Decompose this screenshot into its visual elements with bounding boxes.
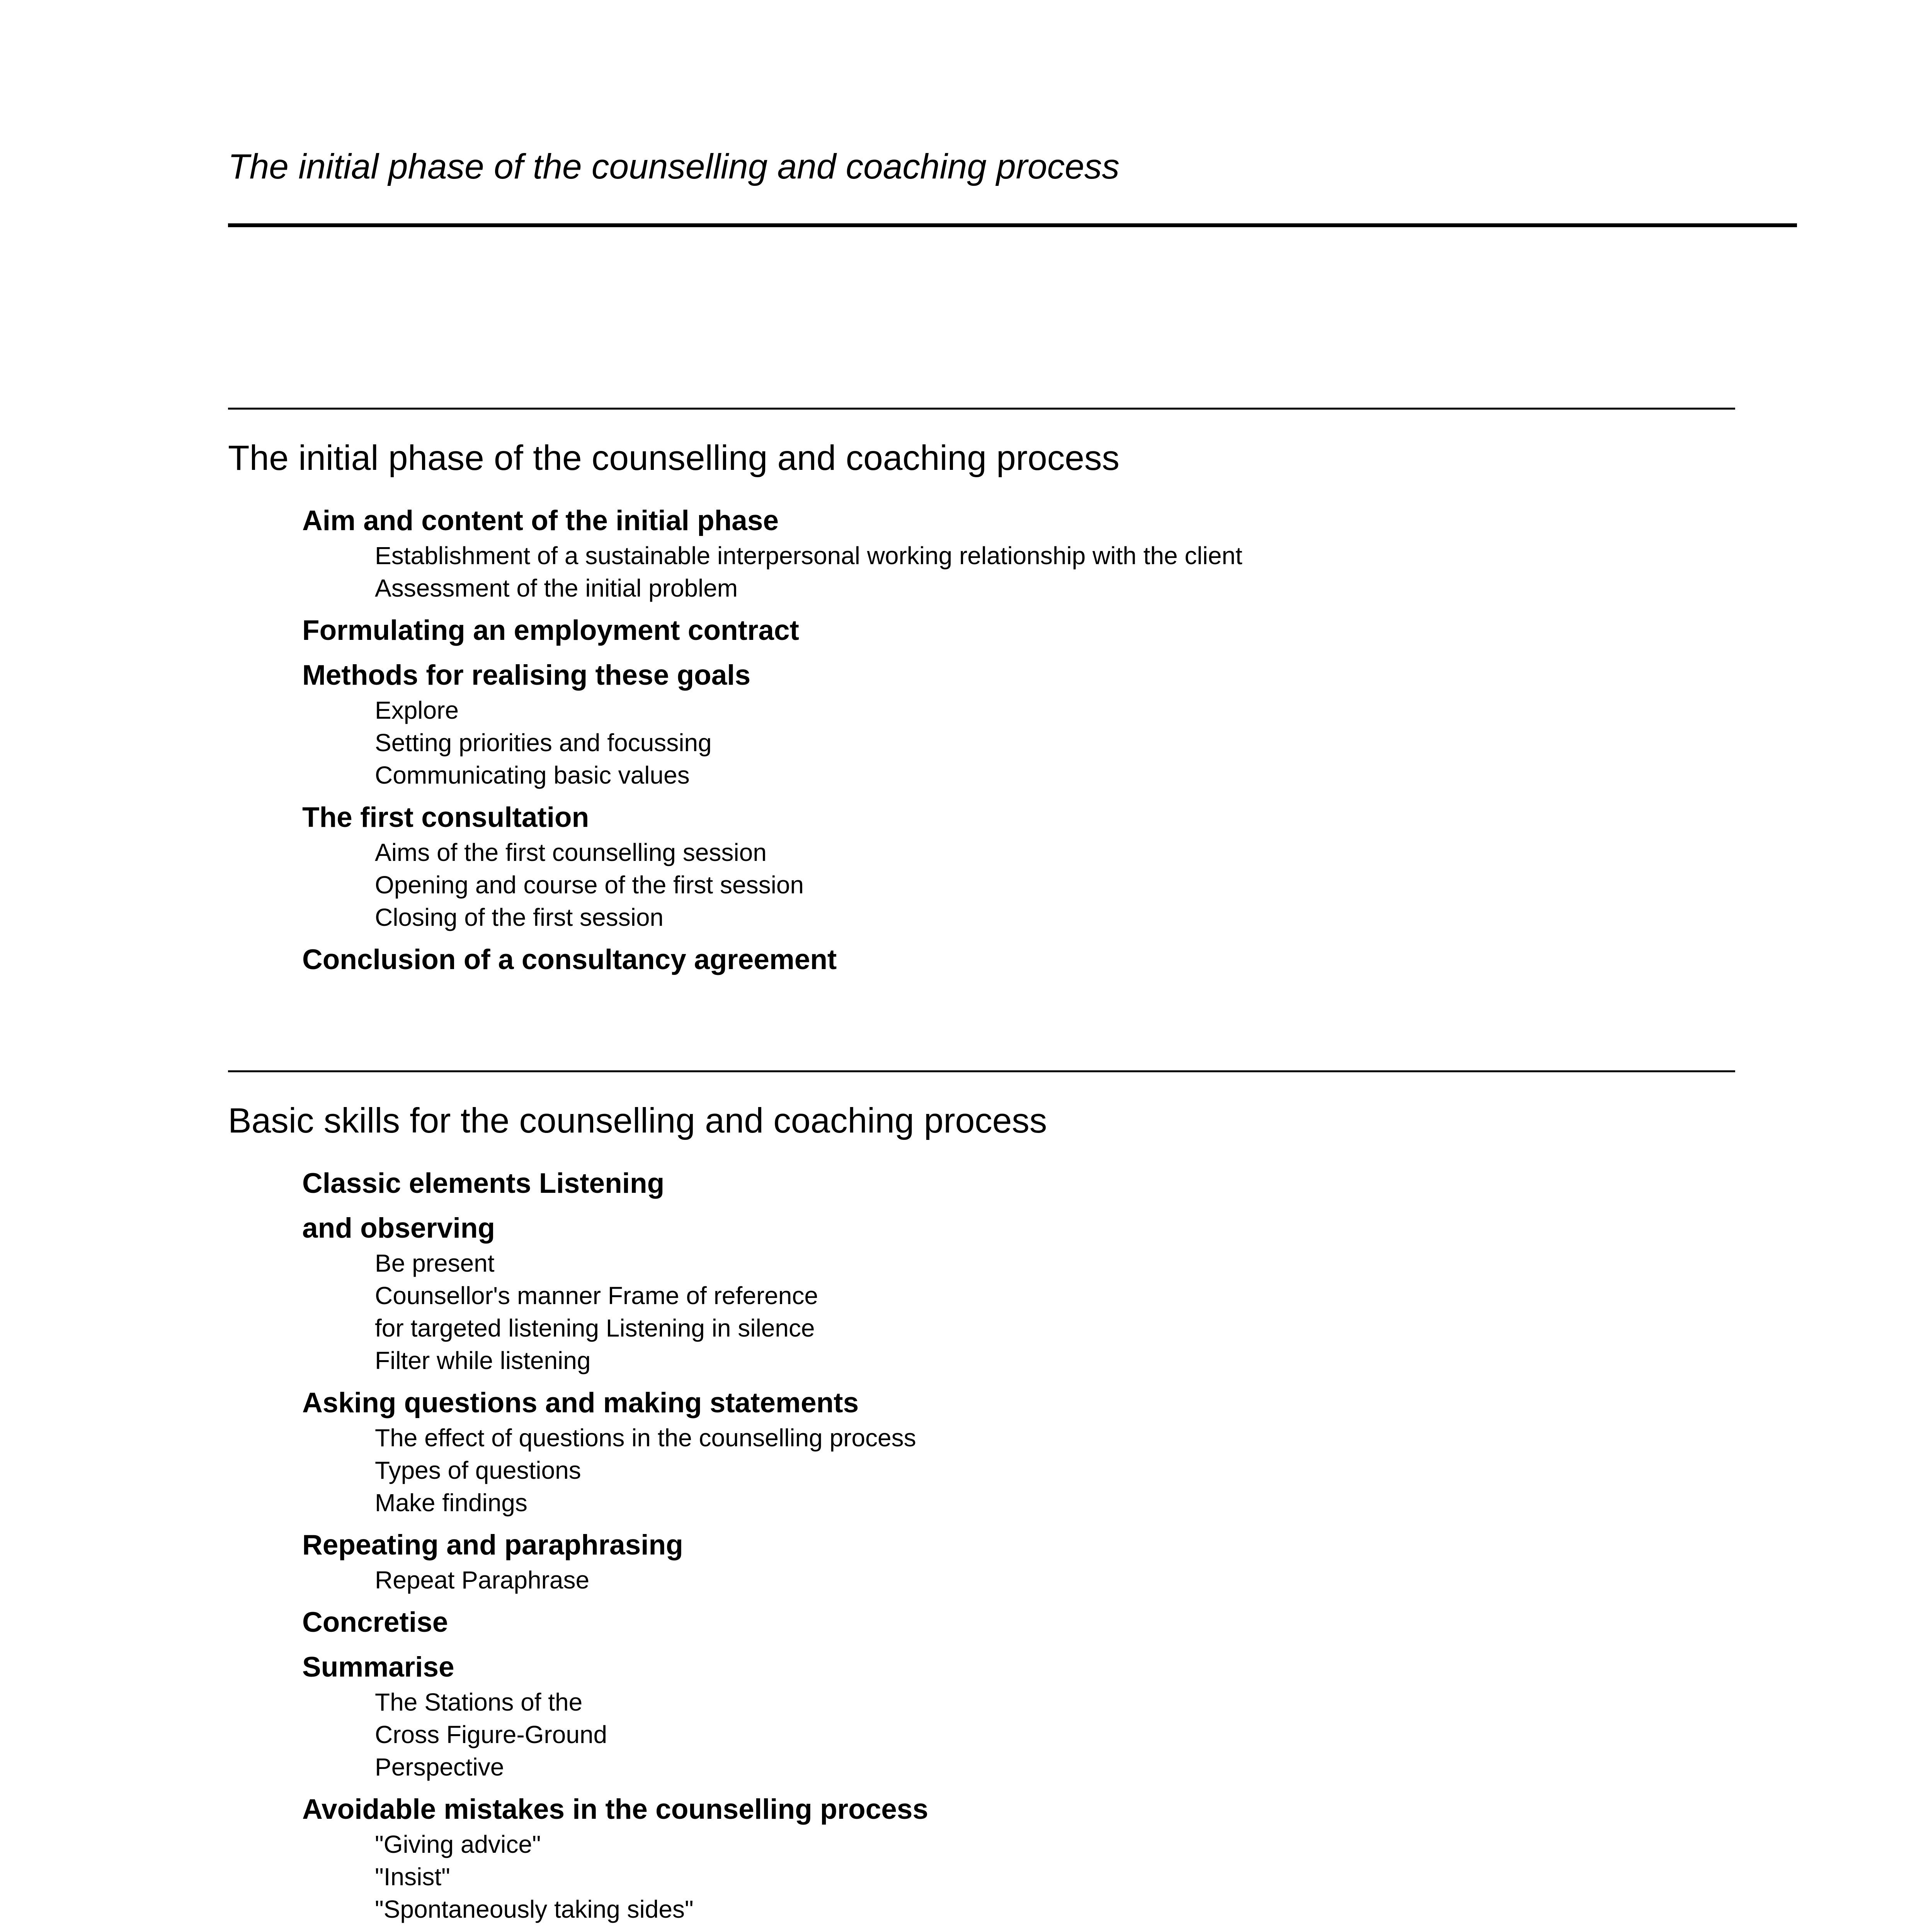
toc-heading: The first consultation (302, 802, 589, 833)
toc-heading: Methods for realising these goals (302, 660, 751, 691)
toc-subitem: Explore (375, 696, 459, 724)
toc-subitem: Establishment of a sustainable interpersonal working relationship with the client (375, 542, 1242, 570)
toc-subitem: Be present (375, 1249, 495, 1277)
toc-subitem: Counsellor's manner Frame of reference (375, 1282, 818, 1310)
section-title: The initial phase of the counselling and coaching process (228, 439, 1120, 478)
toc-section-basic-skills (228, 1070, 1735, 1925)
toc-heading: Summarise (302, 1651, 454, 1683)
toc-subitem: Cross Figure-Ground (375, 1721, 607, 1748)
toc-subitem: "Spontaneously taking sides" (375, 1895, 694, 1923)
toc-heading: Asking questions and making statements (302, 1387, 859, 1418)
section-divider (228, 1070, 1735, 1072)
toc-list (228, 1165, 1735, 1925)
toc-subitem: Repeat Paraphrase (375, 1566, 590, 1594)
toc-subitem: Types of questions (375, 1456, 581, 1484)
toc-subitem: The Stations of the (375, 1688, 583, 1716)
toc-subitem: Communicating basic values (375, 761, 690, 789)
toc-subitem: Assessment of the initial problem (375, 574, 738, 602)
toc-heading: Repeating and paraphrasing (302, 1529, 683, 1561)
section-title: Basic skills for the counselling and coaching process (228, 1101, 1047, 1140)
toc-subitem: Filter while listening (375, 1347, 591, 1374)
toc-subitem: Aims of the first counselling session (375, 838, 767, 866)
toc-subitem: Make findings (375, 1489, 527, 1517)
toc-heading: Formulating an employment contract (302, 615, 799, 646)
toc-subitem: "Insist" (375, 1863, 450, 1891)
header-divider (228, 223, 1797, 227)
toc-heading: Avoidable mistakes in the counselling process (302, 1794, 929, 1825)
toc-subitem: for targeted listening Listening in silence (375, 1314, 815, 1342)
toc-heading: Conclusion of a consultancy agreement (302, 944, 837, 975)
toc-heading: Aim and content of the initial phase (302, 505, 779, 536)
toc-subitem: "Giving advice" (375, 1830, 541, 1858)
toc-subitem: Setting priorities and focussing (375, 729, 712, 757)
toc-heading: Concretise (302, 1607, 448, 1638)
section-divider (228, 408, 1735, 410)
toc-list (228, 502, 1735, 978)
toc-subitem: Closing of the first session (375, 903, 664, 931)
toc-subitem: Perspective (375, 1753, 504, 1781)
toc-heading: Classic elements Listening (302, 1168, 665, 1199)
toc-subitem: Opening and course of the first session (375, 871, 804, 899)
toc-section-initial-phase (228, 408, 1735, 978)
running-title: The initial phase of the counselling and coaching process (228, 147, 1120, 186)
toc-subitem: The effect of questions in the counselling process (375, 1424, 916, 1452)
toc-heading: and observing (302, 1213, 495, 1244)
